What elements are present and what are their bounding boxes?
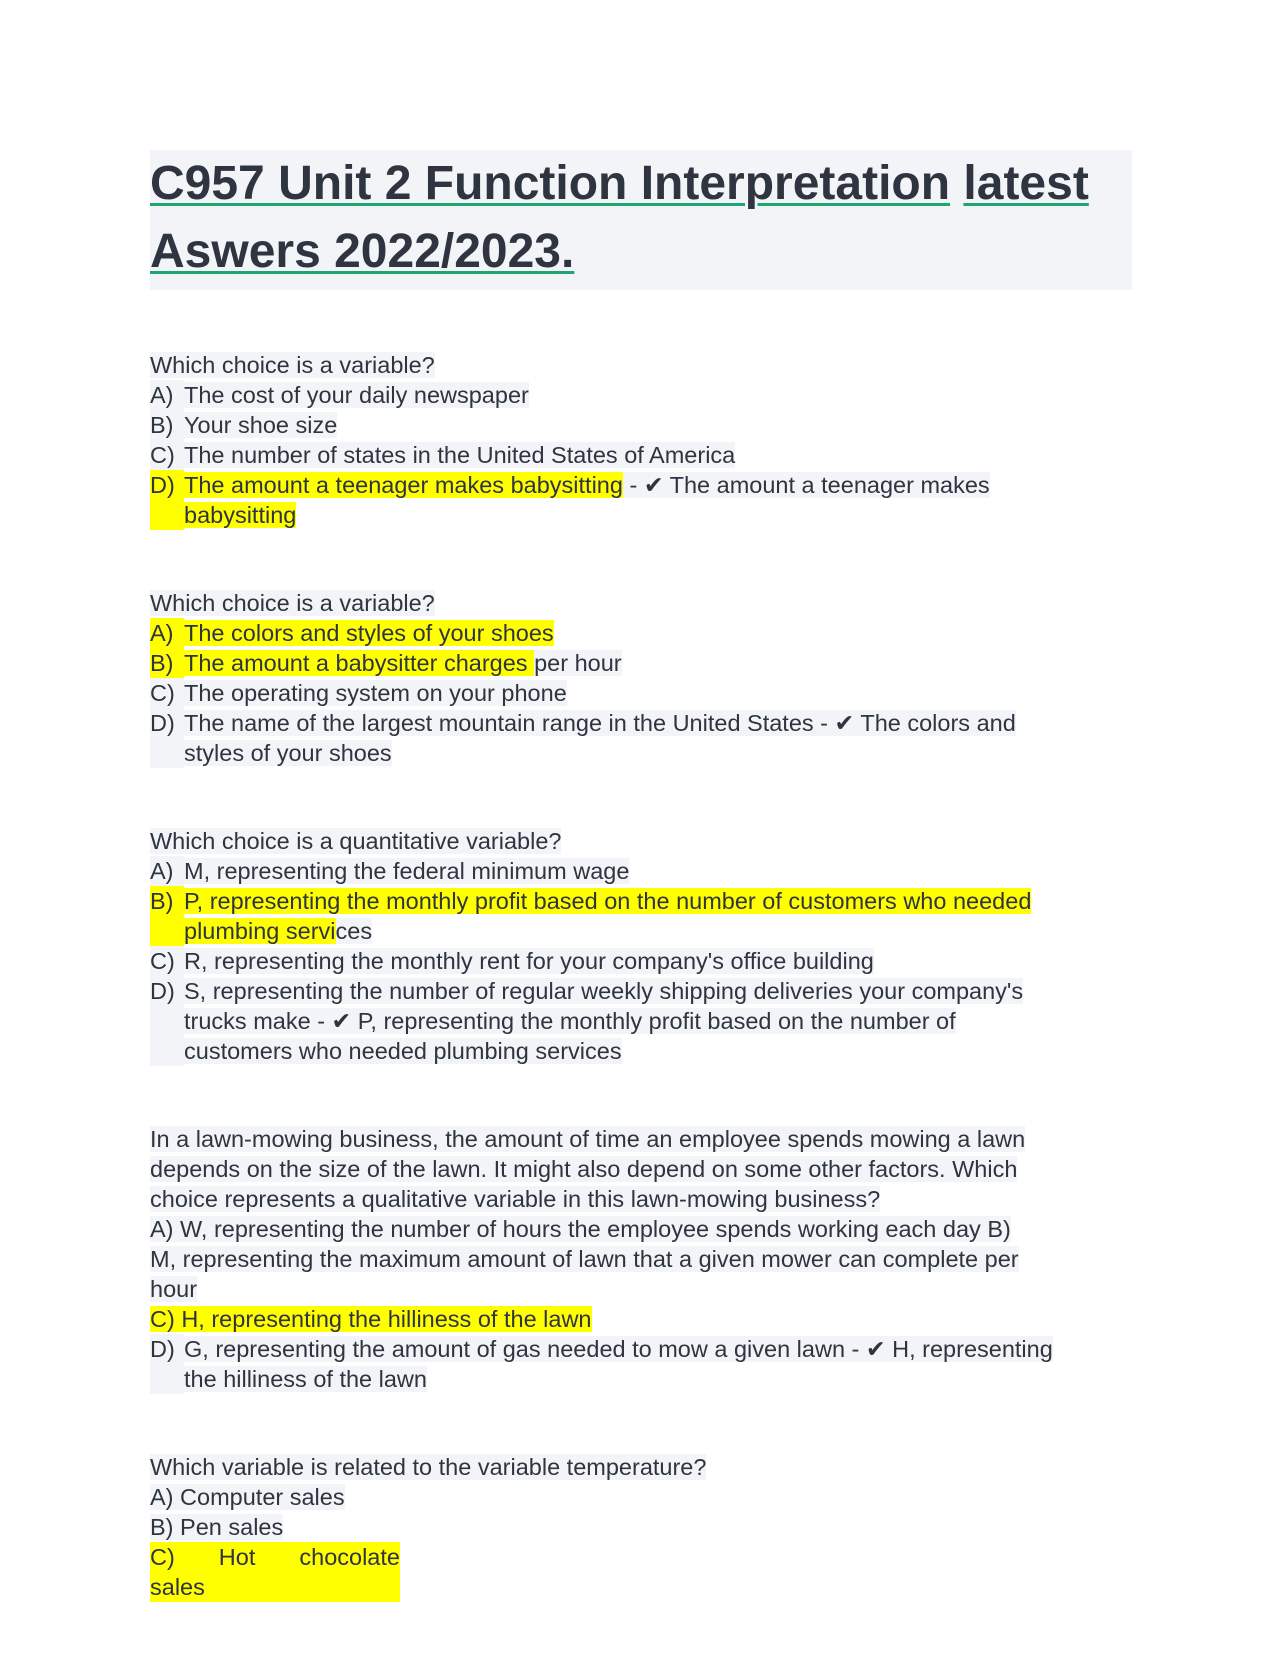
title-part-1: C957 Unit 2 Function Interpretation [150,157,951,210]
option-c: C) The number of states in the United States of America [150,442,736,468]
answer-highlight: C) Hot chocolate sales [150,1544,400,1600]
question-prompt-line: depends on the size of the lawn. It might also depend on some other factors. Which [150,1156,1018,1182]
question-prompt: Which choice is a variable? [150,352,435,378]
question-1 [150,350,1130,530]
option-line: A) W, representing the number of hours the employee spends working each day B) [150,1216,1011,1242]
document-title [150,150,1130,286]
option-d: D) G, representing the amount of gas needed to mow a given lawn - ✔ H, representing the hilliness of the lawn [150,1336,1053,1392]
question-prompt-line: In a lawn-mowing business, the amount of time an employee spends mowing a lawn [150,1126,1026,1152]
title-part-3: Aswers 2022/2023. [150,225,575,278]
question-5 [150,1452,1130,1602]
option-b: B) P, representing the monthly profit based on the number of customers who needed plumbing services [150,888,1032,944]
option-b: B) Pen sales [150,1514,284,1540]
answer-highlight: The colors and styles of your shoes [184,620,554,646]
option-d: D) S, representing the number of regular weekly shipping deliveries your company's trucks make - ✔ P, representing the monthly profit based on the number of customers who needed plumbing services [150,978,1024,1064]
option-line: M, representing the maximum amount of lawn that a given mower can complete per [150,1246,1019,1272]
document-page [150,150,1130,1602]
question-prompt: Which choice is a quantitative variable? [150,828,562,854]
option-a: A) Computer sales [150,1484,345,1510]
question-prompt-line: choice represents a qualitative variable in this lawn-mowing business? [150,1186,881,1212]
question-prompt: Which choice is a variable? [150,590,435,616]
option-c: C) R, representing the monthly rent for your company's office building [150,948,874,974]
option-b: B) The amount a babysitter charges per hour [150,650,622,676]
option-d: D) The amount a teenager makes babysitting - ✔ The amount a teenager makes babysitting [150,472,990,528]
answer-highlight: The amount a teenager makes babysitting [184,472,623,498]
option-line: hour [150,1276,198,1302]
question-2 [150,588,1130,768]
option-c: C) The operating system on your phone [150,680,567,706]
question-3 [150,826,1130,1066]
option-c [150,1542,1130,1602]
option-b: B) Your shoe size [150,412,338,438]
question-4 [150,1124,1130,1394]
option-a: A) M, representing the federal minimum wage [150,858,630,884]
question-prompt: Which variable is related to the variable temperature? [150,1454,707,1480]
option-a: A) The colors and styles of your shoes [150,620,554,646]
answer-highlight: C) H, representing the hilliness of the lawn [150,1306,592,1332]
answer-highlight: P, representing the monthly profit based on the number of customers who needed [184,888,1032,914]
title-part-2: latest [963,157,1089,210]
option-d: D) The name of the largest mountain range in the United States - ✔ The colors and styles of your shoes [150,710,1016,766]
title-block [150,150,1132,290]
option-a: A) The cost of your daily newspaper [150,382,529,408]
